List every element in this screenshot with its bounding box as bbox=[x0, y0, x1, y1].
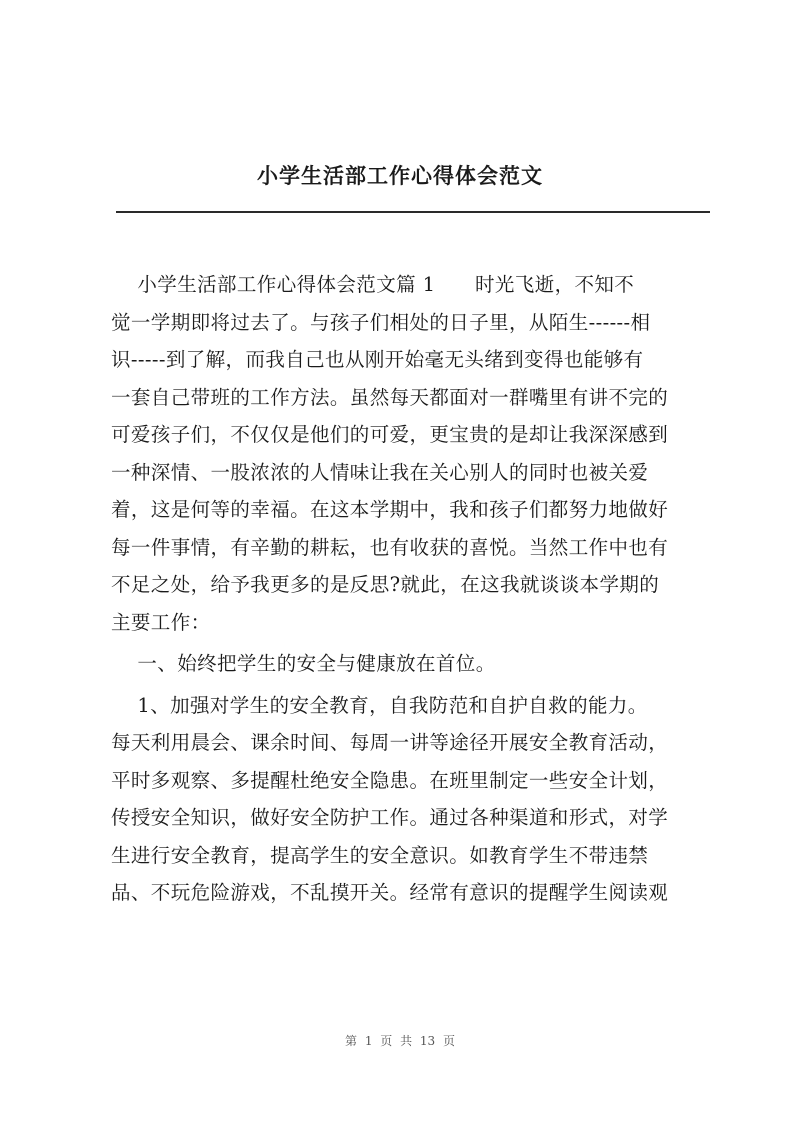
body-line: 识-----到了解，而我自己也从刚开始毫无头绪到变得也能够有 bbox=[111, 348, 644, 371]
body-line: 平时多观察、多提醒杜绝安全隐患。在班里制定一些安全计划， bbox=[111, 768, 669, 792]
body-line: 传授安全知识，做好安全防护工作。通过各种渠道和形式，对学 bbox=[111, 806, 669, 829]
body-line: 觉一学期即将过去了。与孩子们相处的日子里，从陌生------相 bbox=[111, 310, 651, 334]
document-title: 小学生活部工作心得体会范文 bbox=[257, 163, 543, 188]
body-line: 生进行安全教育，提高学生的安全意识。如教育学生不带违禁 bbox=[111, 843, 649, 867]
body-line: 主要工作： bbox=[111, 610, 211, 634]
body-line: 一种深情、一股浓浓的人情味让我在关心别人的同时也被关爱 bbox=[111, 460, 649, 484]
body-line: 每天利用晨会、课余时间、每周一讲等途径开展安全教育活动， bbox=[111, 731, 669, 754]
title-divider bbox=[116, 211, 710, 213]
body-line: 品、不玩危险游戏，不乱摸开关。经常有意识的提醒学生阅读观 bbox=[111, 881, 669, 904]
body-line: 不足之处，给予我更多的是反思?就此，在这我就谈谈本学期的 bbox=[111, 573, 660, 596]
section-heading: 一、始终把学生的安全与健康放在首位。 bbox=[111, 652, 496, 675]
body-line: 着，这是何等的幸福。在这本学期中，我和孩子们都努力地做好 bbox=[111, 498, 669, 521]
body-line: 一套自己带班的工作方法。虽然每天都面对一群嘴里有讲不完的 bbox=[111, 385, 669, 409]
body-line: 小学生活部工作心得体会范文篇 1 时光飞逝，不知不 bbox=[111, 273, 635, 296]
body-line: 可爱孩子们，不仅仅是他们的可爱，更宝贵的是却让我深深感到 bbox=[111, 423, 669, 446]
page-number: 第 1 页 共 13 页 bbox=[345, 1034, 455, 1048]
document-body bbox=[111, 266, 711, 912]
body-line: 1、加强对学生的安全教育，自我防范和自护自救的能力。 bbox=[111, 693, 648, 717]
body-line: 每一件事情，有辛勤的耕耘，也有收获的喜悦。当然工作中也有 bbox=[111, 535, 669, 559]
